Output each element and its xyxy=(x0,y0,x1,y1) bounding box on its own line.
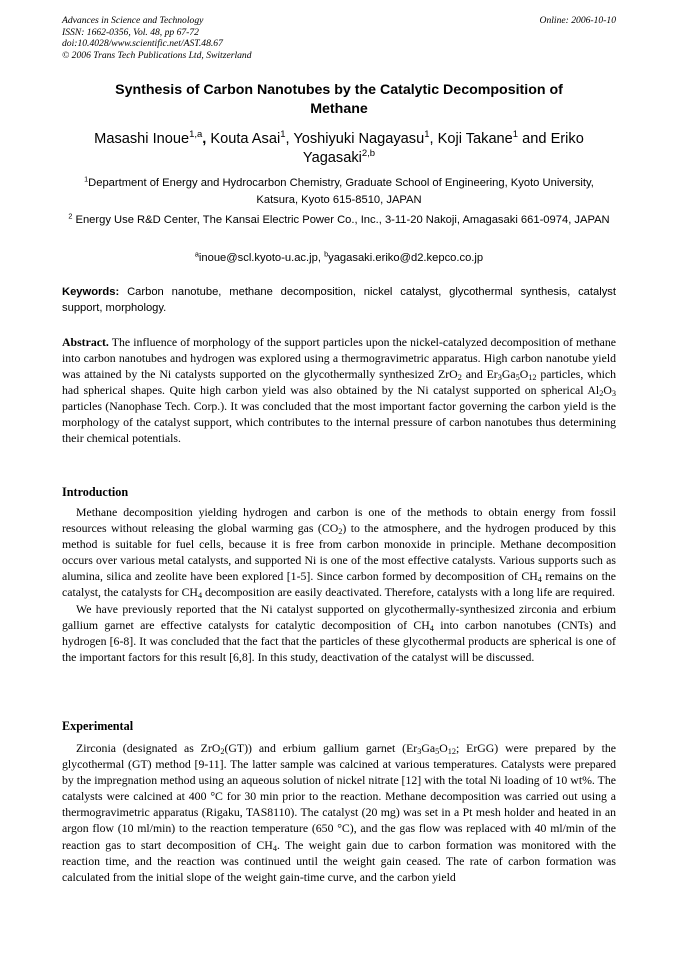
introduction-body xyxy=(62,504,616,665)
paragraph-text: Ga xyxy=(421,741,436,755)
paragraph-text: remains on the catalyst, the catalysts for CH xyxy=(62,569,616,600)
affiliation-2 xyxy=(62,212,616,229)
paragraph-text: Zirconia (designated as ZrO xyxy=(76,741,221,755)
author-emails xyxy=(62,250,616,266)
paragraph-text: ; ErGG) were prepared by the glycothermal (GT) method [9-11]. The latter sample was calcined at various temperatures. Catalysts were prepared by the impregnation method using an aqueous solution of nickel nitrate [12] with the total Ni loading of 10 wt%. The catalysts were calcined at 400 °C for 30 min prior to the reaction. Methane decomposition was carried out using a thermogravimetric apparatus (Rigaku, TAS8110). The catalyst (20 mg) was set in a Pt mesh holder and heated in an argon flow (10 ml/min) to the reaction temperature (650 °C), and the gas flow was replaced with 40 ml/min of the reaction gas to start decomposition of CH xyxy=(62,741,616,852)
abstract-text: Ga xyxy=(501,367,516,381)
author-affiliation-mark: 2,b xyxy=(361,148,376,160)
author-affiliation-mark: 1 xyxy=(280,129,286,141)
paragraph-text: (GT)) and erbium gallium garnet (Er xyxy=(224,741,418,755)
author-name: Masashi Inoue xyxy=(94,131,190,147)
email-address: yagasaki.eriko@d2.kepco.co.jp xyxy=(328,252,484,264)
subscript: 3 xyxy=(497,373,502,383)
paragraph xyxy=(62,504,616,601)
abstract-text: particles (Nanophase Tech. Corp.). It was concluded that the most important factor governing the carbon yield is the morphology of the catalyst support, which contributes to the internal pressure of carbon nanotubes thus determining their chemical potentials. xyxy=(62,399,616,445)
subscript: 12 xyxy=(447,747,457,757)
paragraph-text: Methane decomposition yielding hydrogen and carbon is one of the methods to obtain energy from fossil resources without releasing the global warming gas (CO xyxy=(62,505,616,536)
paragraph-text: decomposition are easily deactivated. Therefore, catalysts with a long life are required. xyxy=(202,585,615,600)
online-date: Online: 2006-10-10 xyxy=(539,15,616,26)
abstract-block xyxy=(62,334,616,446)
author-name: Koji Takane xyxy=(437,131,513,147)
title-line-2: Methane xyxy=(310,101,368,117)
author-list: Masashi Inoue$^{1,a}$, Kouta Asai$^1$, Yoshiyuki Nagayasu$^1$, Koji Takane$^1$ and Eriko Yagasaki$^{2,b}$ xyxy=(94,129,584,166)
journal-name: Advances in Science and Technology xyxy=(62,15,204,26)
abstract-text: O xyxy=(519,367,529,381)
email-mark: a xyxy=(194,249,199,259)
keywords-text: Carbon nanotube, methane decomposition, nickel catalyst, glycothermal synthesis, catalyst support, morphology. xyxy=(62,286,617,314)
author-affiliation-mark: 1 xyxy=(424,129,430,141)
paragraph-text: ) to the atmosphere, and the hydrogen produced by this method is suitable for fuel cells, because it is free from carbon monoxide in principle. Methane decomposition occurs over various metal catalysts, and supported Ni is one of the most effective catalysts. Various supports such as alumina, silica and zeolite have been explored [1-5]. Since carbon formed by decomposition of CH xyxy=(62,521,616,584)
paper-title xyxy=(62,81,616,119)
copyright-line: © 2006 Trans Tech Publications Ltd, Switzerland xyxy=(62,49,252,61)
subscript: 2 xyxy=(220,747,225,757)
keywords-label: Keywords: xyxy=(62,286,120,298)
subscript: 3 xyxy=(611,389,616,399)
email-mark: b xyxy=(324,249,329,259)
author-conjunction: and xyxy=(522,131,547,147)
paragraph-text: We have previously reported that the Ni catalyst supported on glycothermally-synthesized zirconia and erbium gallium garnet are effective catalysts for catalytic decomposition of CH xyxy=(62,601,616,632)
paragraph-text: O xyxy=(439,741,448,755)
abstract-text: The influence of morphology of the support particles upon the nickel-catalyzed decomposition of methane into carbon nanotubes and hydrogen was explored using a thermogravimetric apparatus. High carbon nanotube yield was attained by the Ni catalysts supported on the glycothermally synthesized ZrO xyxy=(62,335,616,381)
subscript: 5 xyxy=(435,747,440,757)
abstract-text: O xyxy=(603,383,612,397)
paragraph xyxy=(62,740,616,885)
section-heading-experimental: Experimental xyxy=(62,719,134,733)
affiliation-text: Energy Use R&D Center, The Kansai Electric Power Co., Inc., 3-11-20 Nakoji, Amagasaki 661-0974, JAPAN xyxy=(75,214,610,226)
section-heading-introduction: Introduction xyxy=(62,485,129,499)
author-affiliation-mark: 1,a xyxy=(189,129,203,141)
subscript: 4 xyxy=(537,575,542,585)
subscript: 2 xyxy=(338,527,343,537)
subscript: 3 xyxy=(417,747,422,757)
affiliation-number: 2 xyxy=(68,211,73,221)
running-header xyxy=(62,15,616,61)
subscript: 4 xyxy=(197,591,203,601)
affiliation-1 xyxy=(62,175,616,209)
abstract-text: and Er xyxy=(461,367,498,381)
subscript: 2 xyxy=(599,389,604,399)
paragraph xyxy=(62,601,616,665)
email-address: inoue@scl.kyoto-u.ac.jp, xyxy=(198,252,321,264)
author-affiliation-mark: 1 xyxy=(512,129,519,141)
affiliation-text: Department of Energy and Hydrocarbon Chemistry, Graduate School of Engineering, Kyoto University, Katsura, Kyoto 615-8510, JAPAN xyxy=(88,177,594,206)
keywords-block xyxy=(62,285,616,316)
subscript: 4 xyxy=(429,623,434,633)
abstract-label: Abstract. xyxy=(62,335,109,349)
experimental-body xyxy=(62,740,616,885)
author-name: Yoshiyuki Nagayasu xyxy=(293,131,425,147)
author-name: Eriko Yagasaki xyxy=(302,131,584,166)
subscript: 12 xyxy=(528,373,537,383)
subscript: 2 xyxy=(457,373,462,383)
title-line-1: Synthesis of Carbon Nanotubes by the Catalytic Decomposition of xyxy=(115,82,563,98)
paragraph-text: into carbon nanotubes (CNTs) and hydrogen [6-8]. It was concluded that the fact that the particles of these glycothermal products are spherical is one of the important factors for this result [6,8]. In this study, deactivation of the catalyst will be discussed. xyxy=(62,617,616,664)
abstract-text: particles, which had spherical shapes. Quite high carbon yield was also obtained by the Ni catalyst supported on spherical Al xyxy=(62,367,617,397)
doi-line: doi:10.4028/www.scientific.net/AST.48.67 xyxy=(62,38,223,50)
paragraph-text: . The weight gain due to carbon formation was monitored with the reaction time, and the reaction was continued until the weight gain ceased. The rate of carbon formation was calculated from the initial slope of the weight gain-time curve, and the carbon yield xyxy=(62,837,617,884)
subscript: 5 xyxy=(515,373,520,383)
issn-line: ISSN: 1662-0356, Vol. 48, pp 67-72 xyxy=(62,26,199,38)
subscript: 4 xyxy=(272,843,277,853)
affiliation-number: 1 xyxy=(84,174,89,184)
author-name: Kouta Asai xyxy=(210,131,281,147)
